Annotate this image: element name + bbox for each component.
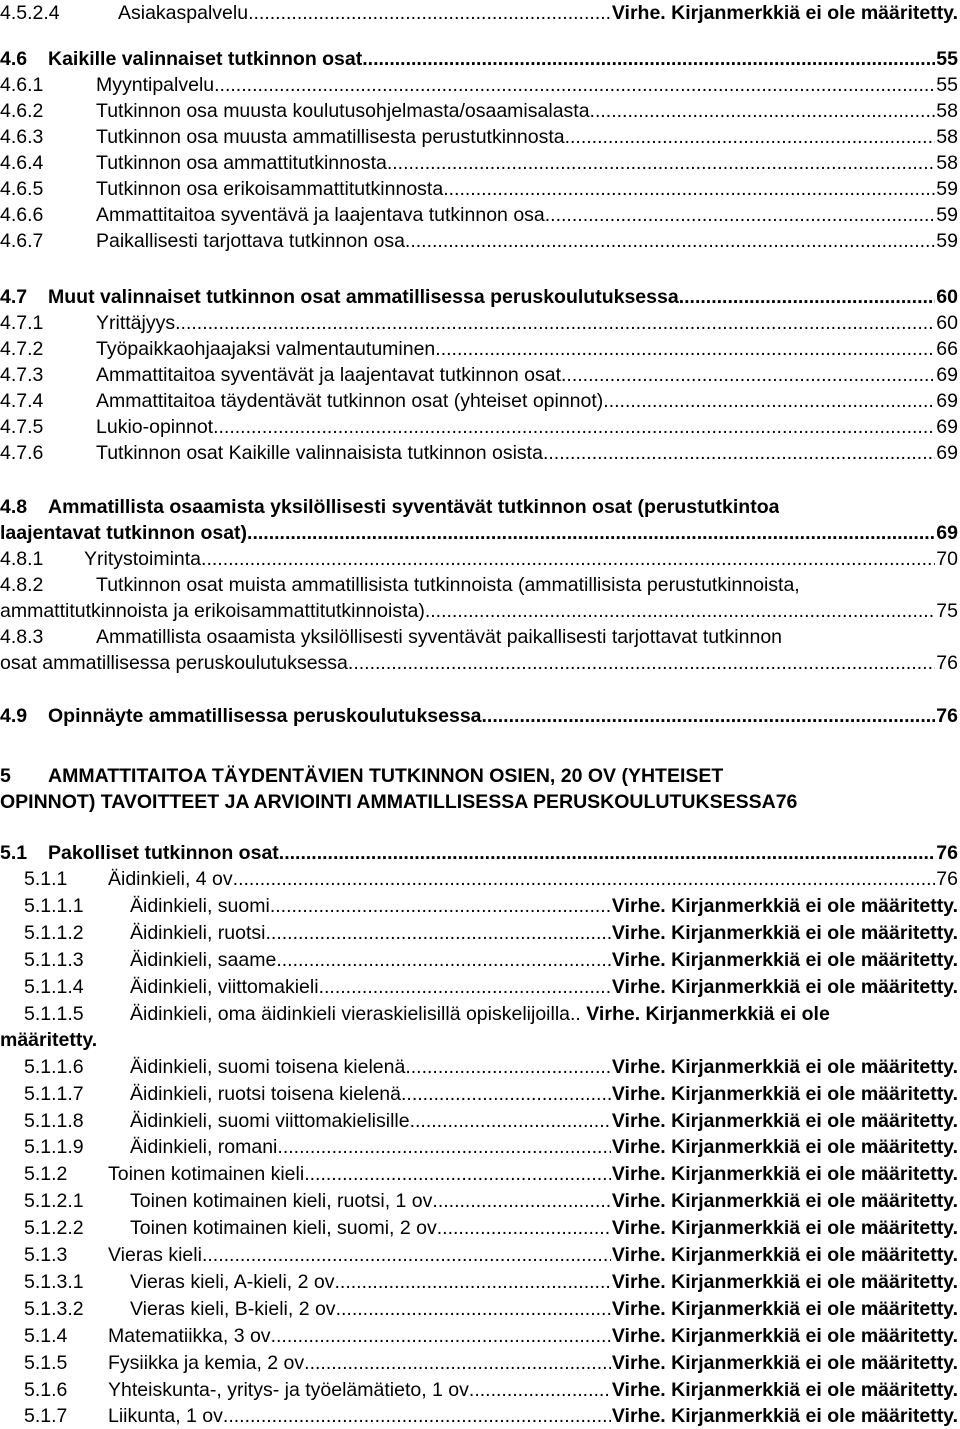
page-number: 60 <box>936 286 958 308</box>
dot-leader <box>213 414 935 440</box>
page-number: Virhe. Kirjanmerkkiä ei ole määritetty. <box>611 922 958 944</box>
dot-leader <box>482 703 936 729</box>
dot-leader <box>679 284 936 310</box>
dot-leader <box>405 1054 611 1080</box>
entry-number: 5.1.1.9 <box>24 1136 84 1158</box>
entry-title-row <box>130 947 958 973</box>
toc-entry[interactable] <box>0 414 958 440</box>
dot-leader <box>277 1134 610 1160</box>
page-number: Virhe. Kirjanmerkkiä ei ole määritetty. <box>611 1163 958 1185</box>
entry-title: osat ammatillisessa peruskoulutuksessa <box>0 652 348 674</box>
entry-title: Toinen kotimainen kieli, ruotsi, 1 ov <box>130 1190 433 1212</box>
page-number: Virhe. Kirjanmerkkiä ei ole määritetty. <box>611 895 958 917</box>
dot-leader <box>410 1108 611 1134</box>
dot-leader <box>304 1161 611 1187</box>
entry-title-row <box>0 520 958 546</box>
page-number: 59 <box>936 230 958 252</box>
entry-title-row <box>108 1350 958 1376</box>
entry-title-row <box>96 124 958 150</box>
entry-title: Äidinkielі, 4 ov <box>108 868 233 890</box>
entry-number: 4.8 <box>0 496 28 518</box>
dot-leader <box>319 974 611 1000</box>
page-number: Virhe. Kirjanmerkkiä ei ole määritetty. <box>611 1271 958 1293</box>
entry-title: Tutkinnon osa muusta ammatillisesta perustutkinnosta <box>96 126 565 148</box>
entry-title-row <box>96 336 958 362</box>
toc-entry[interactable] <box>0 1377 958 1403</box>
page-number: 59 <box>936 178 958 200</box>
toc-entry[interactable] <box>0 72 958 98</box>
entry-number: 5.1.3.2 <box>24 1298 84 1320</box>
toc-entry[interactable] <box>0 310 958 336</box>
dot-leader <box>276 947 611 973</box>
page-number: Virhe. Kirjanmerkkiä ei ole määritetty. <box>611 1083 958 1105</box>
entry-number: 5.1.2 <box>24 1163 68 1185</box>
page-number: 69 <box>936 390 958 412</box>
entry-title: laajentavat tutkinnon osat) <box>0 522 248 544</box>
entry-number: 4.7.5 <box>0 416 44 438</box>
entry-number: 5.1.2.2 <box>24 1217 84 1239</box>
page-number: 76 <box>936 652 958 674</box>
dot-leader <box>561 362 935 388</box>
toc-entry[interactable] <box>0 840 958 866</box>
entry-title: Äidinkieli, romani <box>130 1136 278 1158</box>
entry-title-row <box>130 920 958 946</box>
toc-entry[interactable] <box>0 1403 958 1429</box>
entry-title: Ammattitaitoa syventävä ja laajentava tutkinnon osa <box>96 204 545 226</box>
toc-entry[interactable] <box>0 1350 958 1376</box>
entry-number: 4.7.2 <box>0 338 44 360</box>
toc-entry[interactable] <box>0 1108 958 1134</box>
dot-leader <box>435 336 935 362</box>
entry-title: Paikallisesti tarjottava tutkinnon osa <box>96 230 405 252</box>
entry-number: 4.6.2 <box>0 100 44 122</box>
entry-title: Ammatillista osaamista yksilöllisesti syventävät paikallisesti tarjottavat tutkinnon <box>96 626 783 648</box>
entry-title-row <box>96 310 958 336</box>
entry-number: 5.1.7 <box>24 1405 68 1427</box>
toc-entry[interactable] <box>0 703 958 729</box>
entry-title: Äidinkieli, suomi <box>130 895 270 917</box>
dot-leader <box>443 176 935 202</box>
entry-title-row <box>96 228 958 254</box>
entry-number: 5.1.1.7 <box>24 1083 84 1105</box>
page-number: 59 <box>936 204 958 226</box>
entry-title: AMMATTITAITOA TÄYDENTÄVIEN TUTKINNON OSIEN, 20 OV (YHTEISET <box>48 765 724 787</box>
toc-entry[interactable] <box>0 362 958 388</box>
entry-title: Äidinkieli, suomi toisena kielenä <box>130 1056 406 1078</box>
toc-entry[interactable] <box>0 546 958 572</box>
page-number: 66 <box>936 338 958 360</box>
dot-leader <box>543 440 935 466</box>
dot-leader <box>223 1403 611 1429</box>
toc-entry[interactable] <box>0 98 958 124</box>
entry-number: 4.6.1 <box>0 74 44 96</box>
entry-title: Äidinkieli, ruotsi <box>130 922 266 944</box>
entry-title-row <box>108 1377 958 1403</box>
page-number: 58 <box>936 100 958 122</box>
entry-title-row <box>96 150 958 176</box>
entry-title: OPINNOT) TAVOITTEET JA ARVIOINTI AMMATILLISESSA PERUSKOULUTUKSESSA <box>0 791 776 813</box>
entry-title: Yrittäjyys <box>96 312 176 334</box>
dot-leader <box>279 840 936 866</box>
dot-leader <box>425 598 935 624</box>
toc-entry[interactable] <box>0 1215 958 1241</box>
toc-entry[interactable] <box>0 336 958 362</box>
dot-leader <box>248 0 611 26</box>
entry-title-row <box>96 202 958 228</box>
entry-number: 5.1.3 <box>24 1244 68 1266</box>
entry-title: Vieras kieli, B-kieli, 2 ov <box>130 1298 336 1320</box>
page-number: 76 <box>936 868 958 890</box>
entry-title: Yritystoiminta <box>84 548 202 570</box>
entry-number: 5.1.5 <box>24 1352 68 1374</box>
page-number: 76 <box>775 791 798 813</box>
entry-number: 5.1.6 <box>24 1379 68 1401</box>
entry-title-row <box>48 46 958 72</box>
page-number: 58 <box>936 126 958 148</box>
entry-title: Toinen kotimainen kieli <box>108 1163 305 1185</box>
page-number: 76 <box>936 842 958 864</box>
dot-leader <box>401 1081 611 1107</box>
entry-title: Äidinkieli, saame <box>130 949 277 971</box>
page-number: Virhe. Kirjanmerkkiä ei ole määritetty. <box>611 1325 958 1347</box>
dot-leader <box>590 98 936 124</box>
entry-number: 5.1.4 <box>24 1325 68 1347</box>
entry-title: Tutkinnon osa erikoisammattitutkinnosta <box>96 178 444 200</box>
entry-title: Tutkinnon osat muista ammatillisista tutkinnoista (ammatillisista perustutkinnoista, <box>96 574 800 596</box>
dot-leader <box>348 650 935 676</box>
entry-number: 4.8.1 <box>0 548 44 570</box>
entry-title-row <box>130 1081 958 1107</box>
toc-entry[interactable] <box>0 598 958 624</box>
toc-entry[interactable] <box>0 866 958 892</box>
page-number: Virhe. Kirjanmerkkiä ei ole määritetty. <box>611 1352 958 1374</box>
entry-number: 4.8.3 <box>0 626 44 648</box>
entry-title: Asiakaspalvelu <box>118 2 249 24</box>
page-number: 69 <box>936 442 958 464</box>
dot-leader <box>437 1215 611 1241</box>
dot-leader <box>565 124 936 150</box>
entry-title-row <box>0 598 958 624</box>
dot-leader <box>432 1188 610 1214</box>
toc-entry[interactable] <box>0 440 958 466</box>
toc-entry[interactable] <box>0 284 958 310</box>
dot-leader <box>201 546 935 572</box>
entry-number: 4.6.3 <box>0 126 44 148</box>
toc-entry[interactable] <box>0 974 958 1000</box>
toc-entry[interactable] <box>0 1161 958 1187</box>
entry-title-row <box>130 893 958 919</box>
entry-number: 4.6.6 <box>0 204 44 226</box>
entry-title-row <box>96 362 958 388</box>
entry-title: Vieras kieli <box>108 1244 202 1266</box>
entry-title: Tutkinnon osat Kaikille valinnaisista tutkinnon osista <box>96 442 543 464</box>
entry-title: Äidinkieli, suomi viittomakielisille <box>130 1110 410 1132</box>
page-number: 69 <box>936 364 958 386</box>
dot-leader <box>270 893 611 919</box>
entry-title: ammattitutkinnoista ja erikoisammattitutkinnoista) <box>0 600 425 622</box>
page-number: Virhe. Kirjanmerkkiä ei ole <box>586 1003 830 1025</box>
entry-number: 4.6.7 <box>0 230 44 252</box>
toc-entry[interactable] <box>0 0 958 26</box>
page-number: Virhe. Kirjanmerkkiä ei ole määritetty. <box>611 1110 958 1132</box>
entry-number: 4.6 <box>0 48 28 70</box>
toc-entry[interactable] <box>0 176 958 202</box>
dot-leader <box>214 72 935 98</box>
dot-leader <box>233 866 936 892</box>
dot-leader <box>271 1323 611 1349</box>
page-number: määritetty. <box>0 1029 98 1051</box>
page-number: Virhe. Kirjanmerkkiä ei ole määritetty. <box>611 1136 958 1158</box>
entry-number: 4.6.5 <box>0 178 44 200</box>
dot-leader <box>265 920 610 946</box>
entry-number: 5 <box>0 765 11 787</box>
entry-number: 4.9 <box>0 705 28 727</box>
entry-title: Fysiikka ja kemia, 2 ov <box>108 1352 305 1374</box>
entry-title-row <box>130 1296 958 1322</box>
entry-title-row <box>96 72 958 98</box>
dot-leader <box>247 520 935 546</box>
entry-number: 4.7 <box>0 286 28 308</box>
entry-number: 5.1.1.6 <box>24 1056 84 1078</box>
entry-title: Tutkinnon osa ammattitutkinnosta <box>96 152 387 174</box>
dot-leader <box>545 202 936 228</box>
toc-entry[interactable] <box>0 202 958 228</box>
dot-leader <box>334 1269 610 1295</box>
entry-title: Kaikille valinnaiset tutkinnon osat <box>48 48 363 70</box>
page-number: 69 <box>936 522 958 544</box>
entry-title: Muut valinnaiset tutkinnon osat ammatillisessa peruskoulutuksessa <box>48 286 679 308</box>
entry-number: 5.1.1.5 <box>24 1003 84 1025</box>
page-number: Virhe. Kirjanmerkkiä ei ole määritetty. <box>611 2 958 24</box>
page-number: 55 <box>936 74 958 96</box>
dot-leader <box>405 228 935 254</box>
entry-title: Työpaikkaohjaajaksi valmentautuminen <box>96 338 436 360</box>
entry-title: Yhteiskunta-, yritys- ja työelämätieto, 1 ov <box>108 1379 469 1401</box>
entry-title-row <box>130 1108 958 1134</box>
entry-title: Opinnäyte ammatillisessa peruskoulutuksessa <box>48 705 482 727</box>
entry-title-row <box>48 840 958 866</box>
page-number: 60 <box>936 312 958 334</box>
toc-entry[interactable] <box>0 1296 958 1322</box>
entry-number: 4.8.2 <box>0 574 44 596</box>
page-number: 70 <box>936 548 958 570</box>
entry-title: Tutkinnon osa muusta koulutusohjelmasta/osaamisalasta <box>96 100 590 122</box>
toc-entry[interactable] <box>130 1001 830 1027</box>
toc-entry[interactable] <box>0 150 958 176</box>
entry-title-row <box>108 1323 958 1349</box>
entry-number: 5.1.1 <box>24 868 68 890</box>
page-number: 55 <box>936 48 958 70</box>
entry-title: Matematiikka, 3 ov <box>108 1325 271 1347</box>
page-number: 69 <box>936 416 958 438</box>
page-number: Virhe. Kirjanmerkkiä ei ole määritetty. <box>611 1217 958 1239</box>
toc-entry[interactable] <box>0 947 958 973</box>
page-number: 58 <box>936 152 958 174</box>
entry-title-row <box>96 414 958 440</box>
dot-leader <box>336 1296 611 1322</box>
entry-title-row <box>48 284 958 310</box>
entry-number: 5.1 <box>0 842 28 864</box>
toc-entry[interactable] <box>0 1188 958 1214</box>
entry-number: 5.1.1.1 <box>24 895 84 917</box>
page-number: Virhe. Kirjanmerkkiä ei ole määritetty. <box>611 949 958 971</box>
entry-title: Äidinkieli, ruotsi toisena kielenä <box>130 1083 401 1105</box>
toc-entry[interactable] <box>0 1242 958 1268</box>
entry-title-row <box>108 866 958 892</box>
page-number: Virhe. Kirjanmerkkiä ei ole määritetty. <box>611 976 958 998</box>
entry-number: 5.1.1.2 <box>24 922 84 944</box>
toc-entry[interactable] <box>0 1134 958 1160</box>
toc-entry[interactable] <box>0 388 958 414</box>
entry-number: 5.1.1.8 <box>24 1110 84 1132</box>
page-number: Virhe. Kirjanmerkkiä ei ole määritetty. <box>611 1244 958 1266</box>
entry-title: Pakolliset tutkinnon osat <box>48 842 279 864</box>
entry-number: 5.1.2.1 <box>24 1190 84 1212</box>
page-number: 76 <box>936 705 958 727</box>
dot-leader <box>362 46 935 72</box>
toc-entry[interactable] <box>0 228 958 254</box>
entry-title: Ammatillista osaamista yksilöllisesti syventävät tutkinnon osat (perustutkintoa <box>48 496 780 518</box>
entry-title: Toinen kotimainen kieli, suomi, 2 ov <box>130 1217 437 1239</box>
dot-leader <box>304 1350 611 1376</box>
entry-title-row <box>130 1215 958 1241</box>
page-number: Virhe. Kirjanmerkkiä ei ole määritetty. <box>611 1379 958 1401</box>
entry-number: 5.1.1.3 <box>24 949 84 971</box>
toc-entry[interactable] <box>0 1081 958 1107</box>
entry-title-row <box>96 176 958 202</box>
entry-title-row <box>108 1242 958 1268</box>
entry-title-row <box>108 1403 958 1429</box>
entry-title-row <box>118 0 958 26</box>
toc-entry[interactable] <box>0 789 797 815</box>
page-number: Virhe. Kirjanmerkkiä ei ole määritetty. <box>611 1190 958 1212</box>
entry-title: Myyntipalvelu <box>96 74 215 96</box>
toc-entry[interactable] <box>0 46 958 72</box>
dot-leader <box>603 388 935 414</box>
toc-entry[interactable] <box>0 520 958 546</box>
entry-title-row <box>130 1054 958 1080</box>
toc-entry[interactable] <box>0 920 958 946</box>
page-number: Virhe. Kirjanmerkkiä ei ole määritetty. <box>611 1405 958 1427</box>
entry-title: Ammattitaitoa syventävät ja laajentavat tutkinnon osat <box>96 364 562 386</box>
toc-entry[interactable] <box>0 1054 958 1080</box>
toc-entry[interactable] <box>0 1323 958 1349</box>
entry-title-row <box>130 1134 958 1160</box>
entry-number: 5.1.1.4 <box>24 976 84 998</box>
entry-number: 4.7.3 <box>0 364 44 386</box>
entry-title: Lukio-opinnot <box>96 416 214 438</box>
dot-leader <box>175 310 935 336</box>
entry-title: Liikunta, 1 ov <box>108 1405 223 1427</box>
toc-entry[interactable] <box>0 124 958 150</box>
page-number: Virhe. Kirjanmerkkiä ei ole määritetty. <box>611 1298 958 1320</box>
entry-number: 4.6.4 <box>0 152 44 174</box>
page-number: 75 <box>936 600 958 622</box>
toc-entry[interactable] <box>0 1269 958 1295</box>
entry-title-row <box>48 703 958 729</box>
toc-entry[interactable] <box>0 650 958 676</box>
dot-leader <box>202 1242 611 1268</box>
entry-title: Äidinkieli, oma äidinkieli vieraskielisillä opiskelijoilla.. <box>130 1003 587 1025</box>
entry-title-row <box>0 650 958 676</box>
entry-title-row <box>84 546 958 572</box>
entry-title: Vieras kieli, A-kieli, 2 ov <box>130 1271 335 1293</box>
entry-number: 4.7.6 <box>0 442 44 464</box>
entry-title-row <box>108 1161 958 1187</box>
entry-title-row <box>130 1188 958 1214</box>
entry-title-row <box>130 974 958 1000</box>
entry-title-row <box>96 98 958 124</box>
entry-number: 4.7.1 <box>0 312 44 334</box>
entry-title-row <box>96 388 958 414</box>
entry-title-row <box>130 1269 958 1295</box>
page-number: Virhe. Kirjanmerkkiä ei ole määritetty. <box>611 1056 958 1078</box>
entry-number: 4.5.2.4 <box>0 2 60 24</box>
entry-title-row <box>96 440 958 466</box>
toc-entry[interactable] <box>0 893 958 919</box>
entry-number: 5.1.3.1 <box>24 1271 84 1293</box>
dot-leader <box>469 1377 611 1403</box>
entry-number: 4.7.4 <box>0 390 44 412</box>
entry-title: Ammattitaitoa täydentävät tutkinnon osat (yhteiset opinnot) <box>96 390 604 412</box>
entry-title: Äidinkieli, viittomakieli <box>130 976 319 998</box>
dot-leader <box>387 150 935 176</box>
